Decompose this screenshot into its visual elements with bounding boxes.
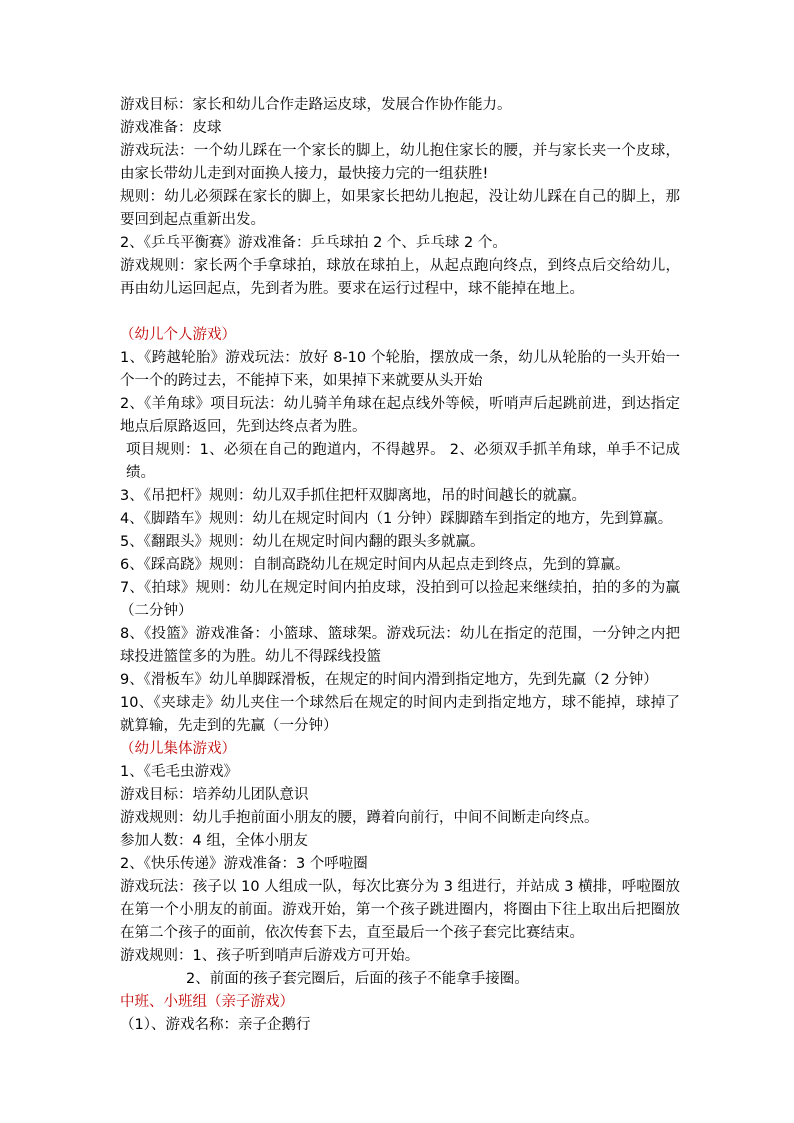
item-hoppity-rules: 项目规则：1、必须在自己的跑道内，不得越界。 2、必须双手抓羊角球，单手不记成绩。 xyxy=(126,442,680,481)
item-stilts: 6、《踩高跷》规则：自制高跷幼儿在规定时间内从起点走到终点，先到的算赢。 xyxy=(120,557,630,573)
item-happy-pass: 2、《快乐传递》游戏准备：3 个呼啦圈 xyxy=(120,856,368,872)
document-body xyxy=(120,94,680,1037)
paragraph-rules: 规则：幼儿必须踩在家长的脚上，如果家长把幼儿抱起，没让幼儿踩在自己的脚上，那要回到起点重新出发。 xyxy=(120,189,680,228)
item-caterpillar-rules: 游戏规则：幼儿手抱前面小朋友的腰，蹲着向前行，中间不间断走向终点。 xyxy=(120,810,599,826)
item-bike: 4、《脚踏车》规则：幼儿在规定时间内（1 分钟）踩脚踏车到指定的地方，先到算赢。 xyxy=(120,511,673,527)
item-happy-pass-rule-1: 游戏规则：1、孩子听到哨声后游戏方可开始。 xyxy=(120,948,420,964)
item-caterpillar-players: 参加人数：4 组，全体小朋友 xyxy=(120,833,308,849)
heading-individual-games: （幼儿个人游戏） xyxy=(120,327,236,343)
item-clamp-ball: 10、《夹球走》幼儿夹住一个球然后在规定的时间内走到指定地方，球不能掉，球掉了就算输，先走到的先赢（一分钟） xyxy=(120,695,680,734)
heading-group-games: （幼儿集体游戏） xyxy=(120,741,236,757)
paragraph-pingpong-rules: 游戏规则：家长两个手拿球拍，球放在球拍上，从起点跑向终点，到终点后交给幼儿，再由幼儿运回起点，先到者为胜。要求在运行过程中，球不能掉在地上。 xyxy=(120,258,680,297)
paragraph-prep: 游戏准备：皮球 xyxy=(120,120,222,136)
item-bar-hang: 3、《吊把杆》规则：幼儿双手抓住把杆双脚离地，吊的时间越长的就赢。 xyxy=(120,488,586,504)
heading-parent-child-games: 中班、小班组（亲子游戏） xyxy=(120,994,294,1010)
item-bounce-ball: 7、《拍球》规则：幼儿在规定时间内拍皮球，没拍到可以捡起来继续拍，拍的多的为赢（二分钟） xyxy=(120,580,680,619)
item-scooter: 9、《滑板车》幼儿单脚踩滑板，在规定的时间内滑到指定地方，先到先赢（2 分钟） xyxy=(120,672,658,688)
item-tire: 1、《跨越轮胎》游戏玩法：放好 8-10 个轮胎，摆放成一条，幼儿从轮胎的一头开始一个一个的跨过去，不能掉下来，如果掉下来就要从头开始 xyxy=(120,350,680,389)
item-basketball: 8、《投篮》游戏准备：小篮球、篮球架。游戏玩法：幼儿在指定的范围，一分钟之内把球投进篮筐多的为胜。幼儿不得踩线投篮 xyxy=(120,626,680,665)
item-happy-pass-rule-2: 2、前面的孩子套完圈后，后面的孩子不能拿手接圈。 xyxy=(186,971,529,987)
item-hoppity-ball: 2、《羊角球》项目玩法：幼儿骑羊角球在起点线外等候，听哨声后起跳前进，到达指定地点后原路返回，先到达终点者为胜。 xyxy=(120,396,680,435)
item-caterpillar-goal: 游戏目标：培养幼儿团队意识 xyxy=(120,787,309,803)
item-happy-pass-play: 游戏玩法：孩子以 10 人组成一队，每次比赛分为 3 组进行，并站成 3 横排，呼啦圈放在第一个小朋友的前面。游戏开始，第一个孩子跳进圈内，将圈由下往上取出后把圈放在第二个孩子的面前，依次传套下去，直至最后一个孩子套完比赛结束。 xyxy=(120,879,680,941)
paragraph-play: 游戏玩法：一个幼儿踩在一个家长的脚上，幼儿抱住家长的腰，并与家长夹一个皮球，由家长带幼儿走到对面换人接力，最快接力完的一组获胜! xyxy=(120,143,680,182)
item-caterpillar: 1、《毛毛虫游戏》 xyxy=(120,764,238,780)
item-somersault: 5、《翻跟头》规则：幼儿在规定时间内翻的跟头多就赢。 xyxy=(120,534,485,550)
spacer xyxy=(120,301,680,324)
paragraph-goal: 游戏目标：家长和幼儿合作走路运皮球，发展合作协作能力。 xyxy=(120,97,512,113)
item-penguin-walk: （1）、游戏名称：亲子企鹅行 xyxy=(120,1017,311,1033)
paragraph-pingpong: 2、《乒乓平衡赛》游戏准备：乒乓球拍 2 个、乒乓球 2 个。 xyxy=(120,235,507,251)
